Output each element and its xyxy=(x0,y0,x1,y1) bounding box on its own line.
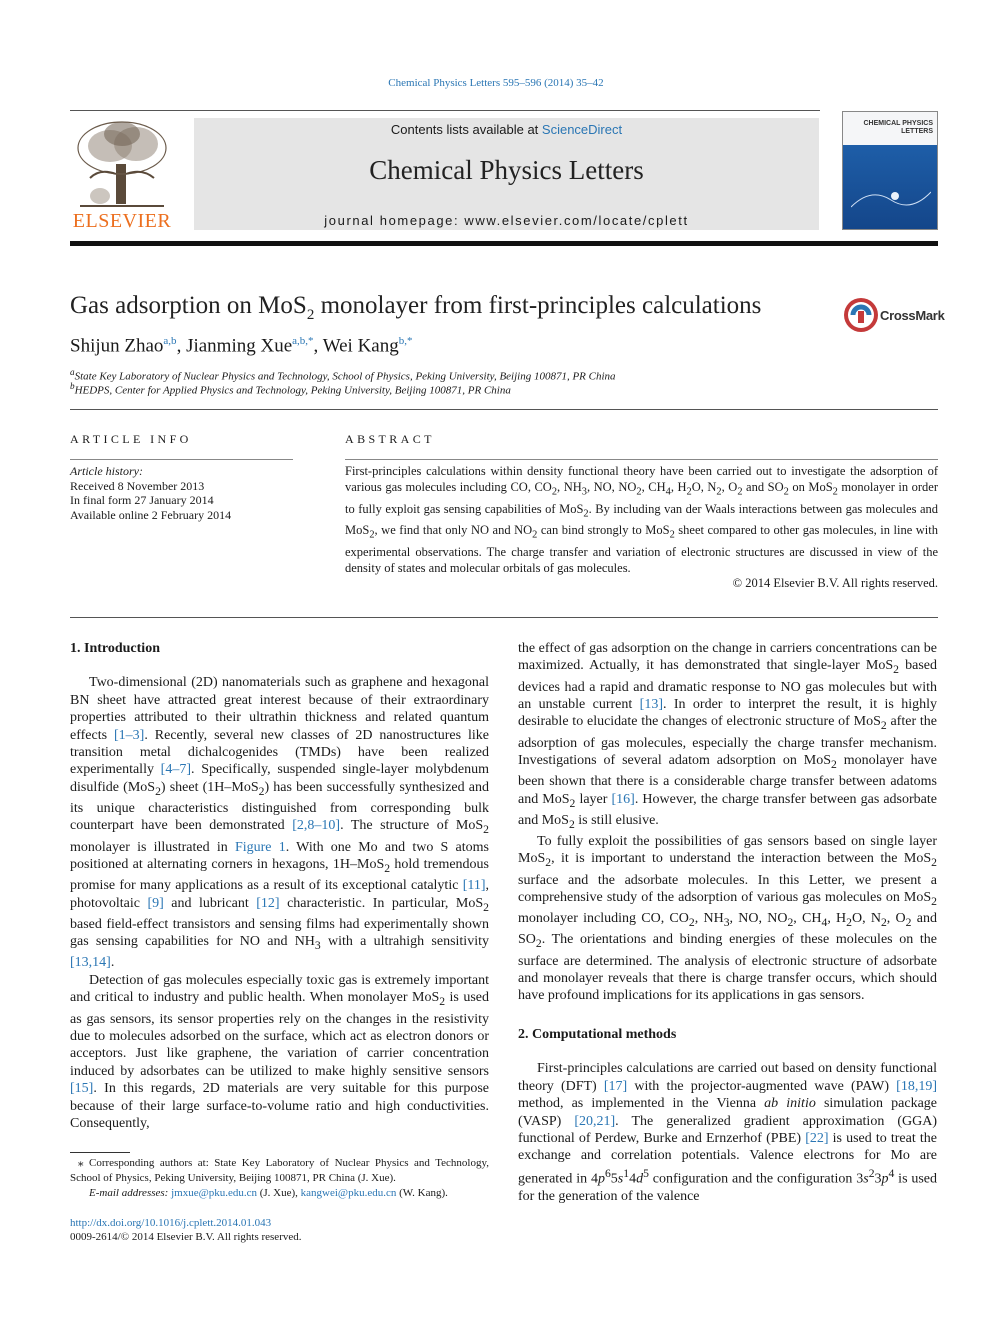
affiliation-mark: a xyxy=(70,367,75,377)
crossmark-label[interactable]: CrossMark xyxy=(880,308,945,323)
footnote-rule xyxy=(70,1152,130,1153)
divider xyxy=(70,617,938,618)
corresponding-author-note: Corresponding authors at: State Key Laboratory of Nuclear Physics and Technology, School of Physics, Peking University, Beijing 100871, PR China (J. Xue). xyxy=(70,1157,489,1184)
crossmark-icon xyxy=(843,297,879,333)
body-column-right: the effect of gas adsorption on the change in carriers concentrations can be maximized. Actually, it has demonstrated that single-layer MoS$_2$ based devices had a rapid and dramatic response to NO gas molecules but with an unstable current [13]. In order to interpret the result, it is highly desirable to elucidate the changes of electronic structure of MoS$_2$ after the adsorption of gas molecules, especially the charge transfer mechanism. Investigations of several adatom adsorption on MoS$_2$ monolayer have been shown that there is a considerable charge transfer between adatoms and MoS$_2$ layer [16]. However, the charge transfer between gas adsorbate and MoS$_2$ is still elusive. To fully exploit the possibilities of gas sensors based on single layer MoS$_2$, it is important to understand the interaction between the MoS$_2$ surface and the adsorbate molecules. In this Letter, we present a comprehensive study of the adsorption of various gas molecules on MoS$_2$ monolayer including CO, $CO_2$, $NH_3$, NO, $NO_2$, $CH_4$, $H_2O$, $N_2$, $O_2$ and $SO_2$. The orientations and binding energies of these molecules on the surface are determined. The analysis of electronic structure of adsorbate and monolayer reveals that there is charge transfer occurs, which should have profound implications for its applications in gas sensors. 2. Computational methods First-principles calculations are carried out based on density functional theory (DFT) [17] with the projector-augmented wave (PAW) [18,19] method, as implemented in the Vienna ab initio simulation package (VASP) [20,21]. The generalized gradient approximation (GGA) functional of Perdew, Burke and Ernzerhof (PBE) [22] is used to treat the exchange and correlation potentials. Valence electrons for Mo are generated in $4p^65s^14d^5$ configuration and the configuration $3s^23p^4$ is used for the generation of the valence xyxy=(518,641,938,1204)
tree-icon xyxy=(70,118,174,210)
author-name: Jianming Xue xyxy=(186,335,293,357)
elsevier-wordmark: ELSEVIER xyxy=(72,210,172,232)
author-separator: , xyxy=(313,335,323,357)
header-rule xyxy=(70,110,820,111)
author-name: Shijun Zhao xyxy=(70,335,164,357)
email-owner: (J. Xue), xyxy=(256,1187,301,1199)
title-part: monolayer from first-principles calculations xyxy=(314,292,762,319)
article-info-heading: ARTICLE INFO xyxy=(70,432,192,446)
author-list xyxy=(70,335,412,357)
abstract-text: First-principles calculations within density functional theory have been carried out to investigate the adsorption of various gas molecules including CO, $CO_2$, $NH_3$, NO, $NO_2$, $CH_4$, $H_2O$, $N_2$, $O_2$ and $SO_2$ on MoS$_2$ monolayer in order to fully exploit gas sensing capabilities of MoS$_2$. By including van der Waals interactions between gas molecules and MoS$_2$, we find that only NO and $NO_2$ can bind strongly to MoS$_2$ sheet compared to other gas molecules, in line with experimental observations. The charge transfer and variation of electronic structures are discussed in view of the density of states and molecular orbitals of gas molecules. xyxy=(345,464,939,575)
journal-reference[interactable]: Chemical Physics Letters 595–596 (2014) 35–42 xyxy=(388,77,604,89)
header-thick-rule xyxy=(70,241,938,246)
email-owner: (W. Kang). xyxy=(396,1187,448,1199)
body-column-left: 1. Introduction Two-dimensional (2D) nanomaterials such as graphene and hexagonal BN sheet have attracted great interest because of their extraordinary properties attributed to their ultrathin thickness and related quantum effects [1–3]. Recently, several new classes of 2D nanostructures like transition metal dichalcogenides (TMDs) have been realized experimentally [4–7]. Specifically, suspended single-layer molybdenum disulfide (MoS$_2$) sheet (1H–MoS$_2$) has been successfully synthesized and its unique characteristics distinguished from corresponding bulk counterpart have been demonstrated [2,8–10]. The structure of MoS$_2$ monolayer is illustrated in Figure 1. With one Mo and two S atoms positioned at alternating corners in hexagons, 1H–MoS$_2$ hold tremendous promise for many applications as a result of its exceptional catalytic [11], photovoltaic [9] and lubricant [12] characteristic. In particular, MoS$_2$ based field-effect transistors and sensing films had experimentally shown gas sensing capabilities for NO and $NH_3$ with a ultrahigh sensitivity [13,14]. Detection of gas molecules especially toxic gas is extremely important and critical to industry and public health. When monolayer MoS$_2$ is used as gas sensors, its sensor properties rely on the changes in the resistivity due to molecules adsorbed on the surface, which act as electron donors or acceptors. Just like graphene, the variation of carrier concentration induced by adsorbates can be utilized to make highly sensitive sensors [15]. In this regards, 2D materials are very suitable for this purpose because of their large surface-to-volume ratio and high conductivities. Consequently, xyxy=(70,641,490,1131)
author-separator: , xyxy=(176,335,187,357)
contents-line xyxy=(194,122,819,137)
abstract-heading: ABSTRACT xyxy=(345,432,435,446)
title-subscript: 2 xyxy=(306,307,315,323)
copyright-notice: © 2014 Elsevier B.V. All rights reserved. xyxy=(732,576,938,590)
contents-prefix: Contents lists available at xyxy=(390,122,542,137)
affiliation-text: State Key Laboratory of Nuclear Physics and Technology, School of Physics, Peking University, Beijing 100871, PR China xyxy=(74,370,616,383)
doi-link[interactable]: http://dx.doi.org/10.1016/j.cplett.2014.01.043 xyxy=(70,1217,272,1229)
final-form-date: In final form 27 January 2014 xyxy=(70,493,214,507)
journal-name: Chemical Physics Letters xyxy=(369,155,644,185)
author-marks[interactable]: a,b,* xyxy=(292,335,314,347)
online-date: Available online 2 February 2014 xyxy=(70,507,232,522)
issn-line: 0009-2614/© 2014 Elsevier B.V. All rights reserved. xyxy=(70,1231,302,1243)
email-label: E-mail addresses: xyxy=(89,1187,169,1199)
affiliation-b xyxy=(70,381,511,397)
email-link[interactable]: kangwei@pku.edu.cn xyxy=(300,1187,397,1199)
affiliation-mark: b xyxy=(70,381,75,391)
author-name: Wei Kang xyxy=(322,335,399,357)
journal-homepage[interactable]: journal homepage: www.elsevier.com/locate/cplett xyxy=(324,213,689,228)
divider xyxy=(345,459,938,460)
author-marks[interactable]: b,* xyxy=(398,335,413,347)
sciencedirect-link[interactable]: ScienceDirect xyxy=(541,122,623,137)
journal-cover-image xyxy=(842,111,938,230)
footnote-star: ⁎ xyxy=(78,1157,84,1169)
affiliation-text: HEDPS, Center for Applied Physics and Technology, Peking University, Beijing 100871, PR China xyxy=(74,384,511,397)
cover-graphic xyxy=(851,182,931,212)
divider xyxy=(70,409,938,410)
title-part: Gas adsorption on MoS xyxy=(70,292,307,319)
article-title xyxy=(70,292,761,324)
section-heading: 1. Introduction xyxy=(70,641,160,656)
section-heading: 2. Computational methods xyxy=(518,1026,677,1042)
email-link[interactable]: jmxue@pku.edu.cn xyxy=(171,1187,257,1199)
cover-title: CHEMICAL PHYSICS LETTERS xyxy=(863,120,933,135)
author-marks[interactable]: a,b xyxy=(163,335,177,347)
divider xyxy=(70,459,293,460)
footnote xyxy=(70,1156,489,1201)
history-label: Article history: xyxy=(70,464,143,478)
article-history xyxy=(70,464,231,522)
received-date: Received 8 November 2013 xyxy=(70,478,205,493)
